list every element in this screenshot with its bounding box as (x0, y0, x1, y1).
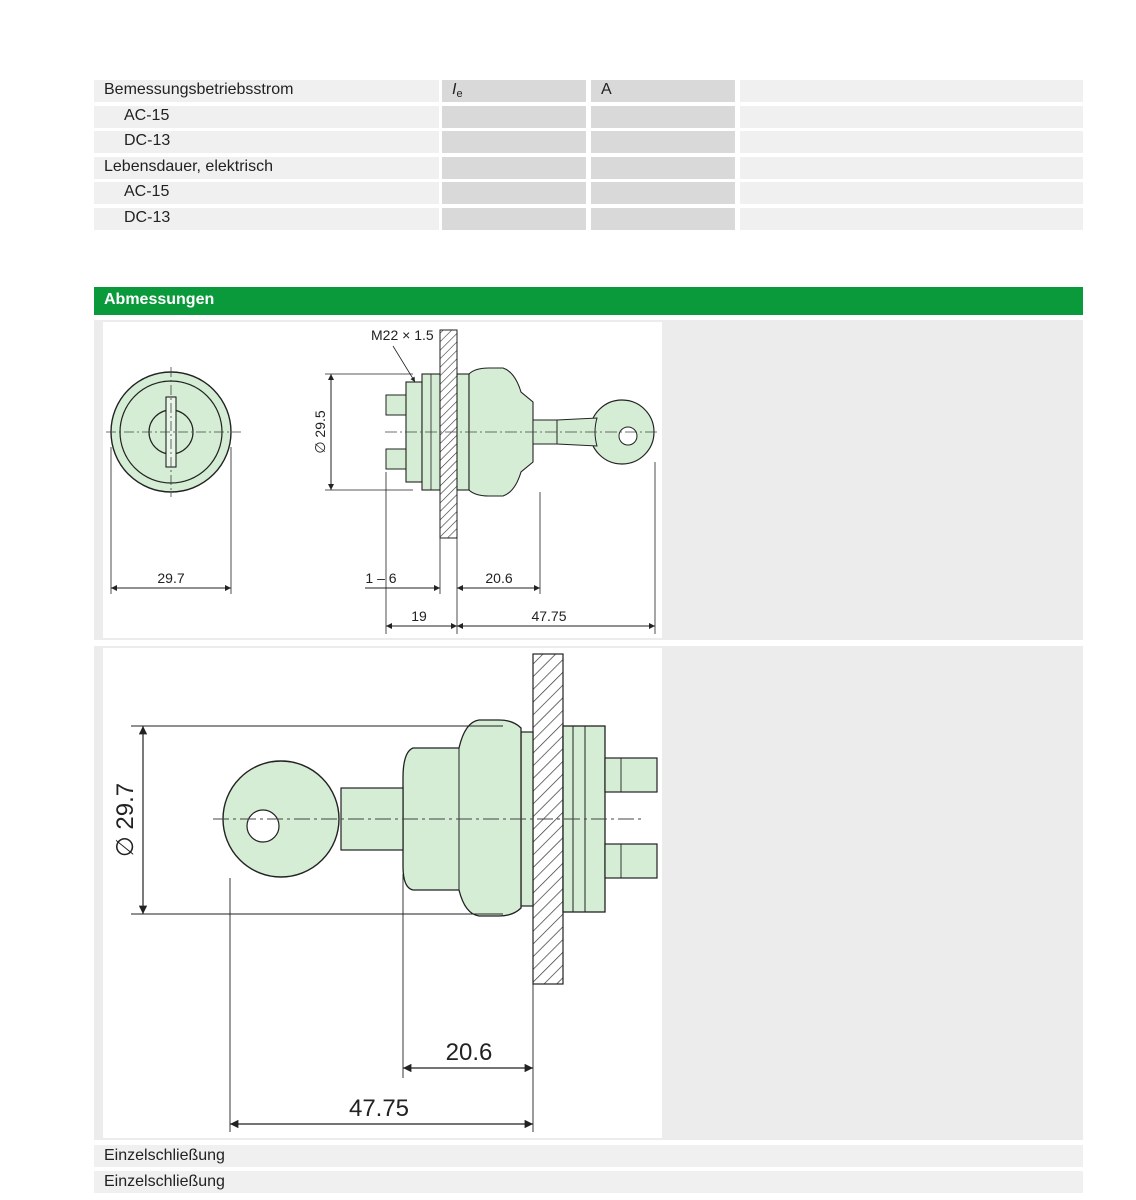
dimension-drawing-1 (103, 322, 662, 638)
dim-depth-rear: 19 (411, 608, 427, 624)
row-value (740, 131, 1083, 153)
row-symbol: $I_e$ (442, 80, 586, 102)
drawing-2-svg (103, 648, 662, 1138)
table-row (94, 182, 1083, 204)
row-value (740, 182, 1083, 204)
row-unit (591, 182, 735, 204)
row-value (740, 106, 1083, 128)
row-symbol (442, 131, 586, 153)
table-row (94, 80, 1083, 102)
spec-table (94, 80, 1083, 233)
row-unit (591, 131, 735, 153)
section-title: Abmessungen (94, 287, 1083, 315)
row-symbol (442, 157, 586, 179)
dim-panel-range: 1 – 6 (365, 570, 397, 586)
dim-diameter: ∅ 29.7 (112, 782, 139, 858)
row-symbol (442, 106, 586, 128)
dim-length: 47.75 (531, 608, 567, 624)
side-view (312, 327, 659, 634)
dim-depth-front: 20.6 (445, 1039, 493, 1066)
row-symbol (442, 208, 586, 230)
table-row (94, 157, 1083, 179)
dim-depth-front: 20.6 (485, 570, 513, 586)
table-row (94, 208, 1083, 230)
dim-thread: M22 × 1.5 (371, 327, 434, 343)
table-row (94, 131, 1083, 153)
row-label: DC-13 (94, 208, 439, 230)
dim-length: 47.75 (348, 1095, 410, 1122)
row-unit (591, 157, 735, 179)
dimension-panel-front-side (94, 320, 1083, 640)
table-row (94, 106, 1083, 128)
row-value (740, 208, 1083, 230)
front-view (106, 367, 241, 594)
row-unit: A (591, 80, 735, 102)
row-label: AC-15 (94, 106, 439, 128)
dim-diameter: ∅ 29.5 (312, 410, 328, 454)
row-unit (591, 208, 735, 230)
dimension-drawing-2 (103, 648, 662, 1138)
row-symbol (442, 182, 586, 204)
row-unit (591, 106, 735, 128)
table-row: Einzelschließung (94, 1145, 1083, 1167)
row-label: Lebensdauer, elektrisch (94, 157, 439, 179)
drawing-1-svg (103, 322, 662, 638)
row-label: Bemessungsbetriebsstrom (94, 80, 439, 102)
table-row: Einzelschließung (94, 1171, 1083, 1193)
dimension-panel-side-large (94, 646, 1083, 1140)
row-value (740, 157, 1083, 179)
dim-front-width: 29.7 (157, 570, 185, 586)
row-label: DC-13 (94, 131, 439, 153)
row-value (740, 80, 1083, 102)
row-label: AC-15 (94, 182, 439, 204)
